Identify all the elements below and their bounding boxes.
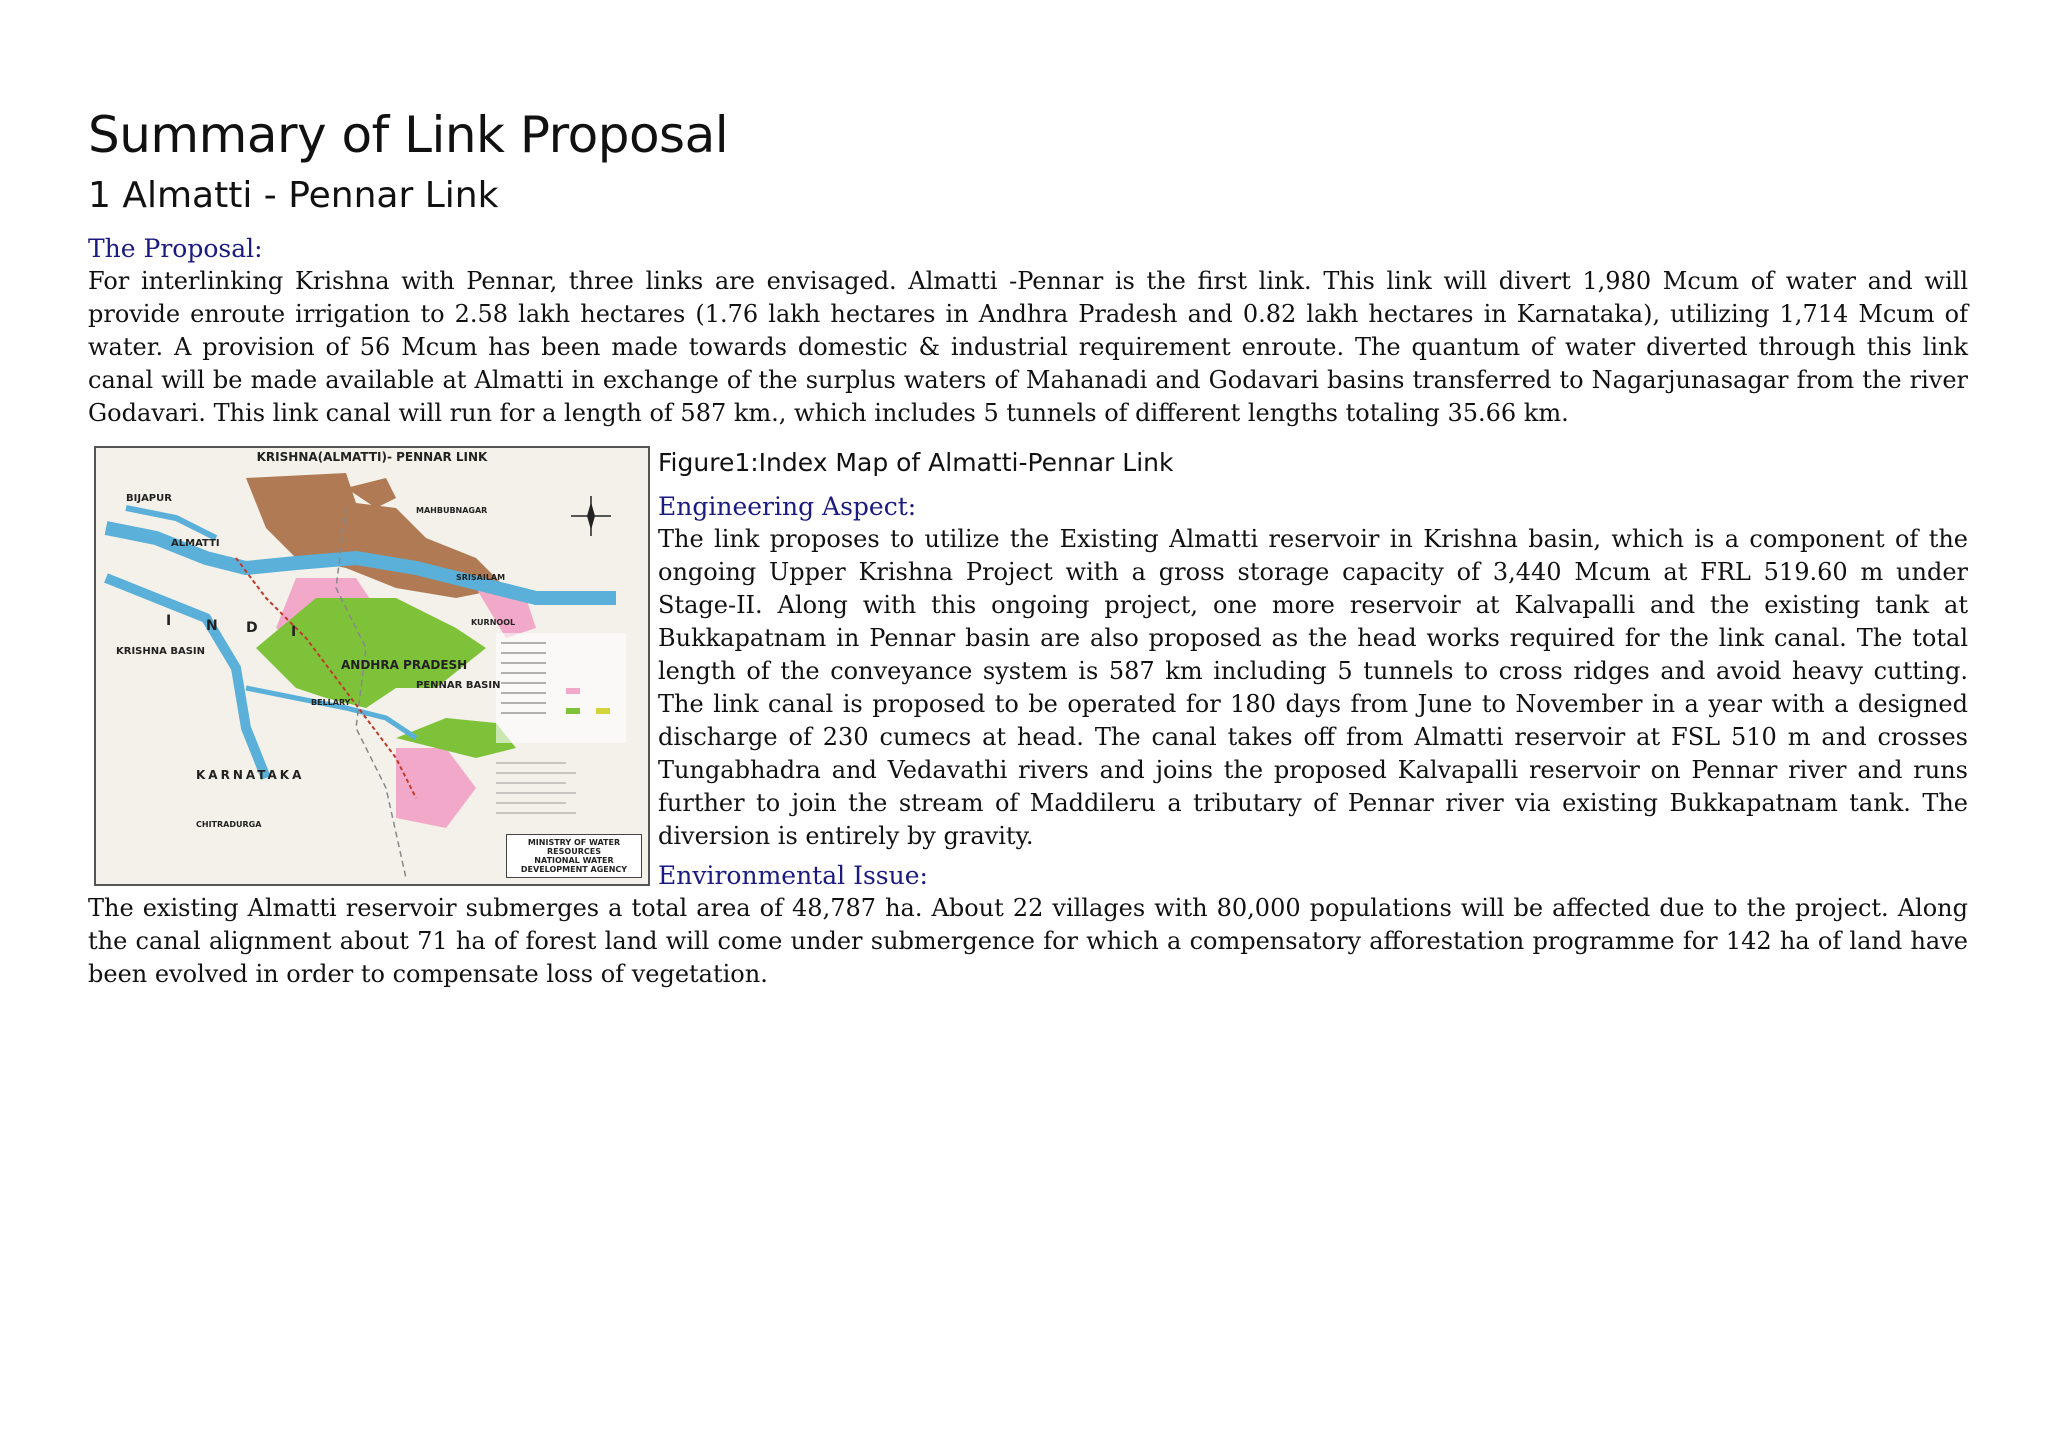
proposal-heading: The Proposal: bbox=[88, 234, 263, 263]
engineering-heading: Engineering Aspect: bbox=[658, 492, 917, 521]
figure-side-column bbox=[658, 446, 1968, 892]
map-credit-line1: MINISTRY OF WATER RESOURCES bbox=[527, 838, 621, 856]
map-label-srisailam: SRISAILAM bbox=[456, 573, 506, 582]
map-credit-line2: NATIONAL WATER DEVELOPMENT AGENCY bbox=[520, 856, 628, 874]
figure-caption: Figure1:Index Map of Almatti-Pennar Link bbox=[658, 448, 1174, 477]
map-label-almatti: ALMATTI bbox=[171, 538, 220, 549]
map-label-krishna-basin: KRISHNA BASIN bbox=[116, 646, 205, 657]
map-label-mahbubnagar: MAHBUBNAGAR bbox=[416, 506, 488, 515]
proposal-text: For interlinking Krishna with Pennar, three links are envisaged. Almatti -Pennar is the first link. This link will divert 1,980 Mcum of water and will provide enroute irrigation to 2.58 lakh hectares (1.76 lakh hectares in Andhra Pradesh and 0.82 lakh hectares in Karnataka), utilizing 1,714 Mcum of water. A provision of 56 Mcum has been made towards domestic & industrial requirement enroute. The quantum of water diverted through this link canal will be made available at Almatti in exchange of the surplus waters of Mahanadi and Godavari basins transferred to Nagarjunasagar from the river Godavari. This link canal will run for a length of 587 km., which includes 5 tunnels of different lengths totaling 35.66 km. bbox=[88, 267, 1968, 427]
map-label-karnataka: KARNATAKA bbox=[196, 768, 305, 782]
map-label-bijapur: BIJAPUR bbox=[126, 493, 172, 504]
map-title: KRISHNA(ALMATTI)- PENNAR LINK bbox=[256, 450, 488, 464]
map-label-india-n: N bbox=[206, 618, 218, 634]
map-label-pennar-basin: PENNAR BASIN bbox=[416, 680, 501, 691]
map-label-andhra-pradesh: ANDHRA PRADESH bbox=[341, 658, 468, 672]
map-label-india-i2: I bbox=[291, 624, 297, 640]
engineering-text: The link proposes to utilize the Existing Almatti reservoir in Krishna basin, which is a component of the ongoing Upper Krishna Project with a gross storage capacity of 3,440 Mcum at FRL 519.60 m under Stage-II. Along with this ongoing project, one more reservoir at Kalvapalli and the existing tank at Bukkapatnam in Pennar basin are also proposed as the head works required for the link canal. The total length of the conveyance system is 587 km including 5 tunnels to cross ridges and avoid heavy cutting. The link canal is proposed to be operated for 180 days from June to November in a year with a designed discharge of 230 cumecs at head. The canal takes off from Almatti reservoir at FSL 510 m and crosses Tungabhadra and Vedavathi rivers and joins the proposed Kalvapalli reservoir on Pennar river and runs further to join the stream of Maddileru a tributary of Pennar river via existing Bukkapatnam tank. The diversion is entirely by gravity. bbox=[658, 525, 1968, 850]
page-subtitle: 1 Almatti - Pennar Link bbox=[88, 175, 499, 216]
figure-row bbox=[88, 446, 1968, 892]
environmental-heading: Environmental Issue: bbox=[658, 861, 928, 890]
map-label-kurnool: KURNOOL bbox=[471, 618, 516, 627]
document-page bbox=[88, 100, 1968, 991]
map-label-bellary: BELLARY bbox=[311, 698, 351, 707]
map-credit-box bbox=[506, 834, 642, 878]
index-map bbox=[94, 446, 650, 886]
page-title: Summary of Link Proposal bbox=[88, 106, 729, 164]
map-label-chitradurga: CHITRADURGA bbox=[196, 820, 262, 829]
environmental-text: The existing Almatti reservoir submerges a total area of 48,787 ha. About 22 villages with 80,000 populations will be affected due to the project. Along the canal alignment about 71 ha of forest land will come under submergence for which a compensatory afforestation programme for 142 ha of land have been evolved in order to compensate loss of vegetation. bbox=[88, 894, 1968, 988]
map-label-india-i: I bbox=[166, 613, 172, 629]
map-label-india-d: D bbox=[246, 620, 258, 636]
